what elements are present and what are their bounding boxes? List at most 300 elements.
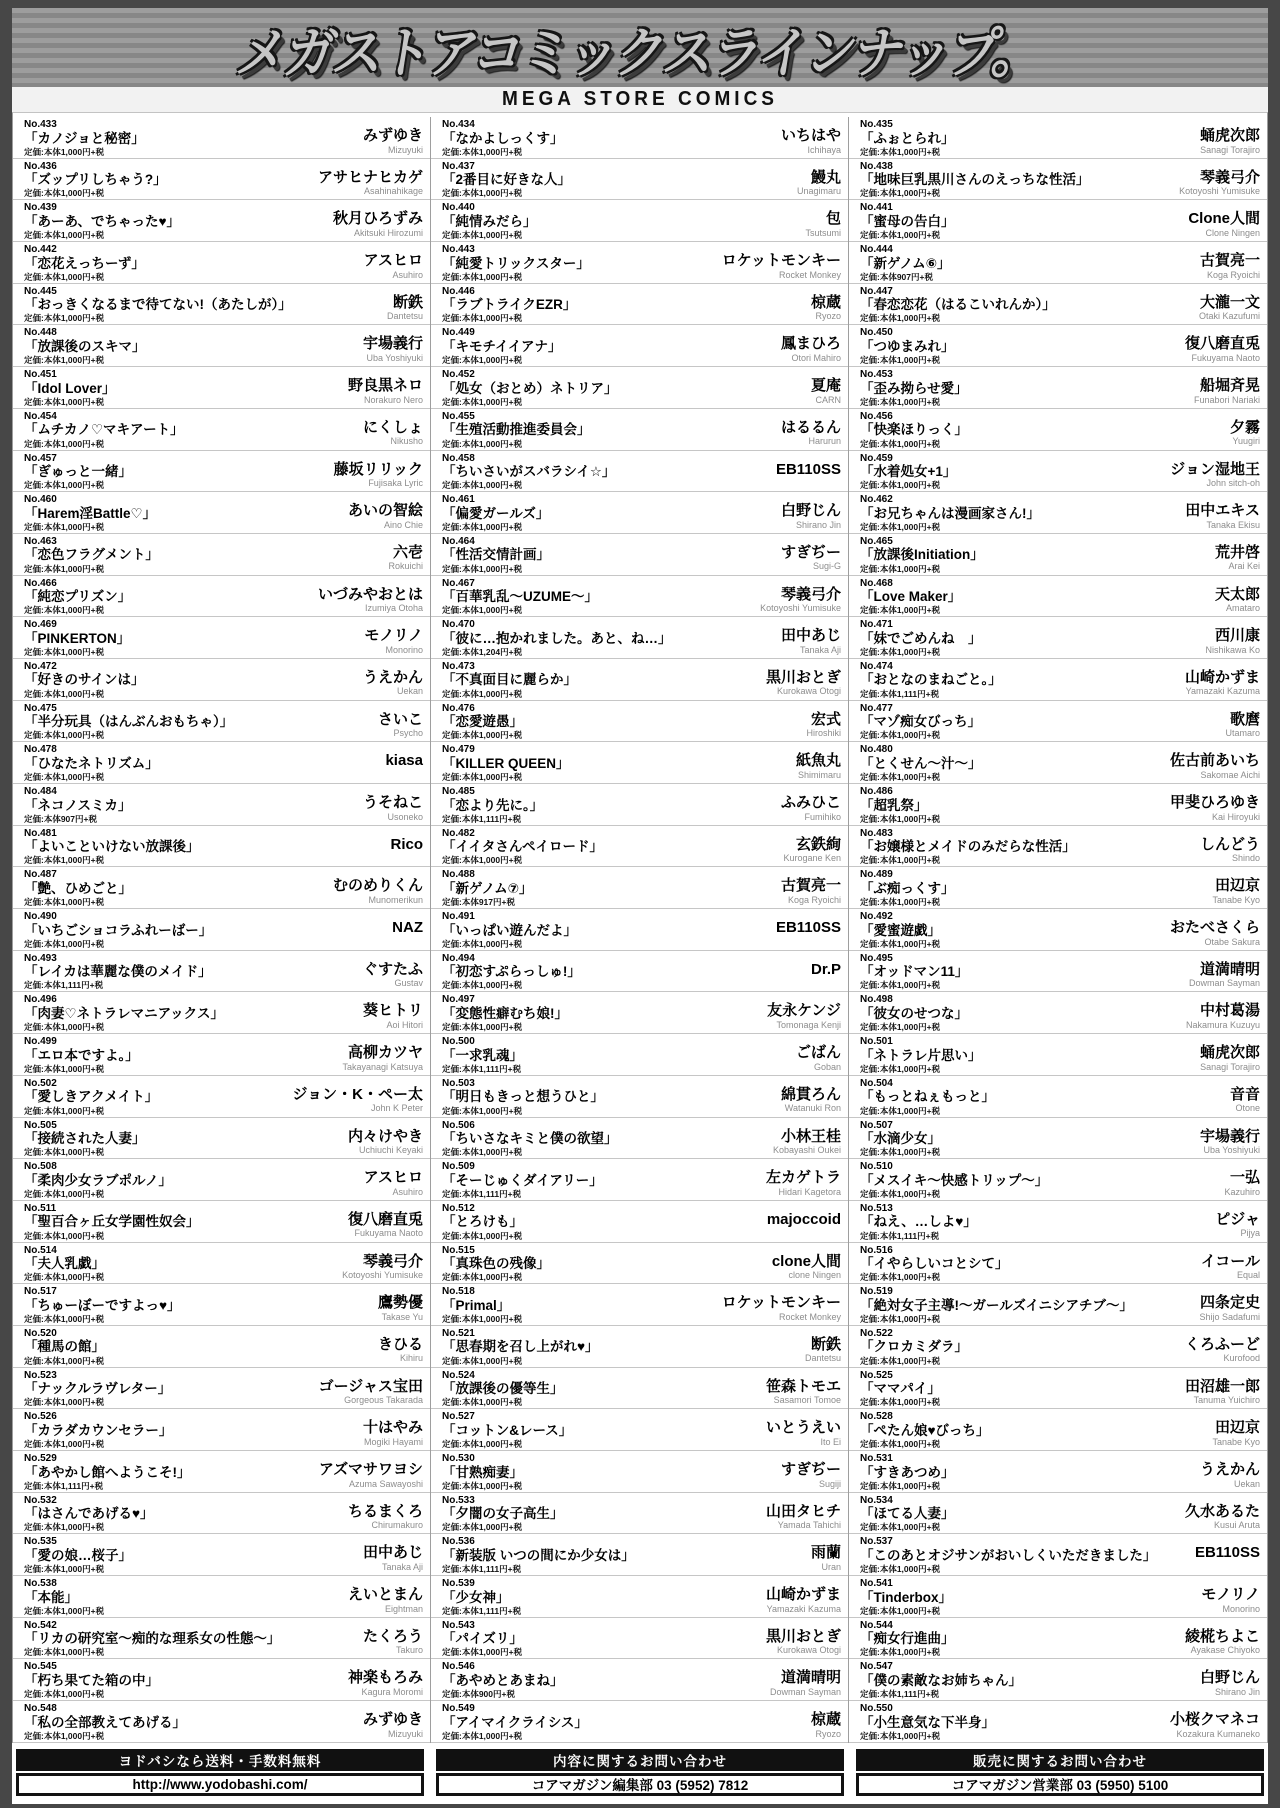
entry-author-romaji: Ayakase Chiyoko [1190, 1645, 1260, 1656]
entry-author [318, 170, 423, 197]
entry-author-name: 綾椛ちよこ [1184, 1627, 1260, 1645]
catalog-entry [849, 284, 1267, 326]
catalog-entry [849, 1284, 1267, 1326]
entry-author-name: 船堀斉晃 [1199, 377, 1260, 395]
catalog-entry [849, 1701, 1267, 1743]
entry-title: 「少女神」 [442, 1589, 510, 1605]
entry-author [1185, 1379, 1260, 1406]
catalog-entry [431, 659, 848, 701]
entry-author-name: 田辺京 [1214, 1419, 1260, 1437]
catalog-entry [431, 1368, 848, 1410]
catalog-entry [849, 867, 1267, 909]
catalog-entry [849, 1451, 1267, 1493]
entry-author [773, 1129, 841, 1156]
entry-author [811, 378, 841, 405]
entry-author-romaji: Yamazaki Kazuma [766, 1603, 841, 1614]
entry-author-romaji: Goban [813, 1061, 841, 1072]
catalog-entry [13, 200, 430, 242]
entry-number: No.451 [24, 369, 57, 381]
catalog-entry [431, 1701, 848, 1743]
entry-price: 定価:本体1,000円+税 [442, 1522, 523, 1533]
catalog-entry [13, 1576, 430, 1618]
entry-author-romaji: Dantetsu [804, 1353, 841, 1364]
entry-price: 定価:本体1,000円+税 [24, 355, 105, 366]
entry-author-name: 中村葛湯 [1199, 1002, 1260, 1020]
entry-title: 「つゆまみれ」 [860, 338, 955, 354]
entry-title: 「オッドマン11」 [860, 964, 969, 980]
entry-author-romaji: Takayanagi Katsuya [342, 1061, 423, 1072]
entry-number: No.461 [442, 494, 475, 506]
entry-number: No.544 [860, 1619, 893, 1631]
entry-author [348, 503, 423, 530]
catalog-entry [431, 1409, 848, 1451]
entry-author-name: いづみやおとは [317, 585, 423, 603]
catalog-entry [849, 1576, 1267, 1618]
entry-author-romaji: Yuugiri [1232, 436, 1260, 447]
catalog-column-2 [431, 117, 849, 1743]
entry-number: No.436 [24, 160, 57, 172]
entry-price: 定価:本体1,000円+税 [442, 146, 523, 157]
entry-author-romaji: Monorino [385, 644, 423, 655]
entry-number: No.468 [860, 577, 893, 589]
catalog-entry [431, 1034, 848, 1076]
catalog-entry [849, 659, 1267, 701]
entry-author [1215, 545, 1260, 572]
catalog-entry [13, 325, 430, 367]
entry-price: 定価:本体1,000円+税 [442, 1272, 523, 1283]
catalog-entry [13, 1243, 430, 1285]
entry-author-romaji: Kai Hiroyuki [1211, 811, 1260, 822]
entry-author-romaji: Watanuki Ron [784, 1103, 841, 1114]
entry-author-romaji: Asuhiro [392, 269, 423, 280]
entry-price: 定価:本体1,000円+税 [860, 1355, 941, 1366]
entry-author-romaji: Nakamura Kuzuyu [1185, 1019, 1260, 1030]
entry-title: 「艶、ひめごと」 [24, 880, 132, 896]
entry-author-romaji: Otabe Sakura [1204, 936, 1260, 947]
entry-author-name: 道満晴明 [780, 1669, 841, 1687]
entry-author-name: EB110SS [775, 919, 841, 937]
entry-title: 「KILLER QUEEN」 [442, 755, 570, 771]
entry-price: 定価:本体1,000円+税 [24, 1522, 105, 1533]
entry-author-romaji: Tsutsumi [805, 227, 841, 238]
entry-author-name: 佐古前あいち [1169, 752, 1260, 770]
entry-author-romaji: Sanagi Torajiro [1200, 1061, 1260, 1072]
entry-author [1170, 795, 1260, 822]
entry-title: 「ほてる人妻」 [860, 1506, 955, 1522]
comics-catalog [12, 112, 1268, 1743]
footer-yodobashi-label: ヨドバシなら送料・手数料無料 [16, 1749, 424, 1771]
entry-author-name: 宏式 [810, 710, 841, 728]
entry-title: 「肉妻♡ネトラレマニアックス」 [24, 1005, 225, 1021]
entry-title: 「とろけも」 [442, 1214, 523, 1230]
entry-title: 「一求乳魂」 [442, 1047, 523, 1063]
entry-number: No.523 [24, 1369, 57, 1381]
entry-author-romaji: Ichihaya [807, 144, 841, 155]
entry-author-name: 紙魚丸 [795, 752, 841, 770]
entry-author [363, 962, 423, 989]
entry-author-romaji: Norakuro Nero [363, 394, 423, 405]
entry-author [1215, 587, 1260, 614]
catalog-entry [13, 992, 430, 1034]
entry-author-name: 内々けやき [347, 1127, 423, 1145]
entry-title: 「超乳祭」 [860, 797, 928, 813]
entry-author-romaji: Uran [821, 1561, 841, 1572]
entry-number: No.441 [860, 202, 893, 214]
catalog-entry [13, 1326, 430, 1368]
entry-author [1200, 253, 1260, 280]
entry-author-romaji: Mizuyuki [387, 144, 423, 155]
entry-title: 「はさんであげる♥」 [24, 1506, 154, 1522]
catalog-entry [849, 1243, 1267, 1285]
entry-author-romaji: Koga Ryoichi [1206, 269, 1260, 280]
entry-author-name: 田沼雄一郎 [1184, 1377, 1260, 1395]
entry-author-romaji: Tanabe Kyo [1212, 1436, 1260, 1447]
entry-title: 「新装版 いつの間にか少女は」 [442, 1547, 635, 1563]
entry-number: No.447 [860, 285, 893, 297]
entry-number: No.545 [24, 1661, 57, 1673]
catalog-entry [849, 242, 1267, 284]
entry-title: 「コットン&レース」 [442, 1422, 573, 1438]
entry-author-name: 復八磨直兎 [347, 1210, 423, 1228]
entry-author-name: 蛹虎次郎 [1199, 127, 1260, 144]
catalog-entry [431, 909, 848, 951]
entry-author-romaji: Dowman Sayman [1188, 978, 1260, 989]
catalog-entry [13, 1534, 430, 1576]
entry-title: 「偏愛ガールズ」 [442, 505, 550, 521]
entry-author-name: clone人間 [771, 1252, 841, 1270]
entry-number: No.469 [24, 619, 57, 631]
catalog-entry [431, 826, 848, 868]
entry-author-name: 野良黒ネロ [347, 377, 423, 395]
entry-price: 定価:本体1,000円+税 [442, 313, 523, 324]
entry-number: No.543 [442, 1619, 475, 1631]
entry-number: No.529 [24, 1453, 57, 1464]
entry-price: 定価:本体1,000円+税 [442, 480, 523, 491]
entry-title: 「Harem淫Battle♡」 [24, 505, 157, 521]
entry-price: 定価:本体1,000円+税 [442, 772, 523, 782]
entry-price: 定価:本体1,000円+税 [442, 563, 523, 574]
entry-author-romaji: Gorgeous Takarada [344, 1395, 423, 1406]
catalog-entry [13, 367, 430, 409]
entry-price: 定価:本体1,000円+税 [860, 1105, 941, 1116]
entry-title: 「クロカミダラ」 [860, 1339, 968, 1355]
entry-number: No.463 [24, 535, 57, 547]
entry-title: 「妹でごめんね 」 [860, 630, 982, 646]
entry-title: 「ぶ痴っくす」 [860, 880, 955, 896]
entry-author [363, 1003, 423, 1030]
entry-author-romaji: Kozakura Kumaneko [1176, 1728, 1260, 1739]
entry-author-name: 歌麿 [1229, 710, 1260, 728]
entry-author-name: ちるまくろ [347, 1502, 423, 1520]
entry-author [363, 795, 423, 822]
entry-author-romaji: Uekan [396, 686, 423, 697]
entry-price: 定価:本体1,111円+税 [860, 1689, 940, 1700]
entry-author-romaji: Mogiki Hayami [363, 1436, 423, 1447]
entry-price: 定価:本体1,000円+税 [24, 1355, 105, 1366]
entry-author-name: 神楽もろみ [347, 1669, 423, 1687]
entry-author-name: Rico [390, 835, 423, 853]
entry-title: 「アイマイクライシス」 [442, 1714, 588, 1730]
entry-author-name: ロケットモンキー [721, 252, 841, 270]
entry-author-name: 黒川おとぎ [765, 668, 841, 686]
entry-number: No.538 [24, 1578, 57, 1590]
entry-author-name: EB110SS [775, 460, 841, 478]
entry-title: 「ぺたん娘♥びっち」 [860, 1422, 990, 1438]
entry-number: No.493 [24, 952, 57, 964]
entry-price: 定価:本体1,111円+税 [860, 1230, 940, 1241]
entry-title: 「2番目に好きな人」 [442, 172, 572, 188]
entry-author-name: しんどう [1199, 835, 1260, 853]
entry-number: No.486 [860, 786, 893, 797]
entry-author-romaji: Dowman Sayman [769, 1686, 841, 1697]
entry-author-romaji: Munomerikun [368, 894, 423, 905]
entry-author-romaji: Takuro [395, 1645, 423, 1656]
entry-number: No.484 [24, 786, 57, 797]
entry-title: 「ラブトライクEZR」 [442, 297, 577, 313]
entry-author [1200, 128, 1260, 155]
entry-author [805, 211, 841, 238]
entry-title: 「いっぱい遊んだよ」 [442, 922, 577, 938]
entry-author [1200, 1462, 1260, 1489]
entry-title: 「ちいさなキミと僕の欲望」 [442, 1131, 618, 1146]
entry-author [1212, 1420, 1260, 1447]
catalog-entry [431, 451, 848, 493]
catalog-entry [431, 492, 848, 534]
entry-title: 「ママパイ」 [860, 1381, 941, 1397]
entry-author-name: ロケットモンキー [721, 1294, 841, 1312]
entry-author-name: 山崎かずま [765, 1586, 841, 1604]
entry-price: 定価:本体1,000円+税 [860, 1522, 941, 1533]
entry-title: 「お兄ちゃんは漫画家さん!」 [860, 505, 1040, 521]
entry-title: 「Tinderbox」 [860, 1589, 953, 1605]
entry-title: 「もっとねぇもっと」 [860, 1089, 995, 1105]
entry-author-name: NAZ [392, 919, 423, 937]
entry-price: 定価:本体917円+税 [442, 897, 515, 908]
entry-author-romaji: Takase Yu [381, 1311, 423, 1322]
entry-author [363, 1712, 423, 1739]
footer-editorial-phone: コアマガジン編集部 03 (5952) 7812 [436, 1773, 844, 1796]
entry-author [392, 920, 423, 937]
entry-author-name: 鷹勢優 [377, 1294, 423, 1312]
entry-price: 定価:本体1,000円+税 [442, 1480, 523, 1491]
entry-number: No.459 [860, 452, 893, 464]
entry-title: 「恋色フラグメント」 [24, 547, 159, 563]
entry-author [1170, 920, 1260, 947]
catalog-entry [431, 1201, 848, 1243]
footer-sales-contact [856, 1749, 1264, 1796]
entry-author-name: えいとまん [347, 1586, 423, 1604]
catalog-entry [13, 617, 430, 659]
entry-number: No.510 [860, 1161, 893, 1173]
catalog-entry [13, 284, 430, 326]
entry-price: 定価:本体1,000円+税 [860, 1188, 941, 1199]
entry-author [1230, 1087, 1260, 1114]
entry-number: No.535 [24, 1536, 57, 1548]
entry-author-romaji: Shindo [1231, 853, 1260, 864]
catalog-entry [849, 784, 1267, 826]
entry-price: 定価:本体907円+税 [860, 271, 933, 282]
entry-author [781, 545, 841, 572]
catalog-entry [13, 1409, 430, 1451]
catalog-entry [13, 1118, 430, 1160]
entry-author [1170, 462, 1260, 489]
entry-author-name: 藤坂リリック [333, 460, 423, 478]
entry-author-name: アスヒロ [363, 1169, 423, 1187]
entry-author-romaji: Kurofood [1223, 1353, 1260, 1364]
entry-author [766, 670, 841, 697]
entry-number: No.519 [860, 1286, 893, 1298]
entry-number: No.515 [442, 1244, 475, 1256]
entry-author-name: 山田タヒチ [765, 1502, 841, 1520]
entry-price: 定価:本体1,000円+税 [24, 897, 105, 908]
entry-author [364, 628, 423, 655]
entry-title: 「明日もきっと想うひと」 [442, 1089, 604, 1105]
entry-author-name: ふみひこ [780, 794, 841, 811]
entry-author [796, 753, 841, 780]
entry-number: No.504 [860, 1077, 893, 1089]
entry-number: No.513 [860, 1202, 893, 1214]
catalog-entry [431, 1076, 848, 1118]
entry-author-name: 小桜クマネコ [1169, 1711, 1260, 1729]
entry-author [390, 837, 423, 854]
entry-price: 定価:本体1,000円+税 [24, 438, 105, 449]
entry-author-name: ジョン・K・ペー太 [292, 1085, 423, 1103]
catalog-entry [431, 992, 848, 1034]
entry-price: 定価:本体1,000円+税 [442, 605, 523, 616]
entry-title: 「リカの研究室～痴的な理系女の性態～」 [24, 1631, 281, 1647]
entry-author-romaji: Arai Kei [1228, 561, 1260, 572]
entry-title: 「柔肉少女ラブポルノ」 [24, 1172, 172, 1188]
entry-author-name: 荒井啓 [1214, 543, 1260, 561]
entry-title: 「お嬢様とメイドのみだらな性活」 [860, 839, 1076, 855]
entry-number: No.532 [24, 1494, 57, 1506]
entry-author-romaji: Sugi-G [812, 561, 841, 572]
entry-number: No.502 [24, 1077, 57, 1089]
entry-number: No.490 [24, 911, 57, 923]
entry-price: 定価:本体1,000円+税 [442, 355, 523, 366]
catalog-entry [13, 742, 430, 784]
entry-author-name: 黒川おとぎ [765, 1627, 841, 1645]
entry-number: No.473 [442, 660, 475, 672]
entry-author [363, 1420, 423, 1447]
entry-title: 「純恋プリズン」 [24, 589, 132, 605]
entry-author-name: アズマサワヨシ [318, 1461, 423, 1478]
entry-title: 「快楽ほりっく」 [860, 422, 968, 438]
entry-number: No.465 [860, 535, 893, 547]
entry-author [766, 1504, 841, 1531]
entry-author-romaji: Gustav [394, 978, 423, 989]
catalog-entry [431, 117, 848, 159]
entry-author-name: 宇場義行 [1199, 1127, 1260, 1145]
entry-number: No.492 [860, 911, 893, 923]
entry-price: 定価:本体1,000円+税 [24, 1022, 105, 1033]
entry-title: 「新ゲノム⑥」 [860, 255, 951, 271]
entry-price: 定価:本体1,000円+税 [442, 1397, 523, 1408]
entry-price: 定価:本体1,000円+税 [442, 1230, 523, 1241]
entry-number: No.462 [860, 494, 893, 506]
entry-price: 定価:本体1,000円+税 [24, 188, 105, 199]
entry-author [767, 1003, 841, 1030]
entry-author [1195, 1545, 1260, 1562]
entry-author [766, 1629, 841, 1656]
entry-title: 「ひなたネトリズム」 [24, 755, 159, 771]
entry-number: No.437 [442, 160, 475, 172]
entry-author [776, 920, 841, 937]
entry-author-romaji: Izumiya Otoha [364, 603, 423, 614]
entry-author [1186, 1003, 1260, 1030]
entry-author [781, 1462, 841, 1489]
entry-title: 「とくせん～汁～」 [860, 755, 982, 771]
entry-title: 「PINKERTON」 [24, 630, 131, 646]
entry-number: No.458 [442, 452, 475, 464]
entry-price: 定価:本体1,000円+税 [24, 521, 105, 532]
entry-author [1200, 837, 1260, 864]
entry-author [1201, 1254, 1260, 1281]
entry-author-romaji: Amataro [1225, 603, 1260, 614]
entry-title: 「ネコノスミカ」 [24, 797, 132, 813]
entry-price: 定価:本体1,000円+税 [860, 480, 941, 491]
catalog-entry [431, 200, 848, 242]
entry-number: No.466 [24, 577, 57, 589]
catalog-entry [431, 1326, 848, 1368]
entry-author-name: おたべさくら [1169, 919, 1260, 937]
entry-price: 定価:本体1,000円+税 [24, 1439, 105, 1449]
entry-author [378, 1337, 423, 1364]
entry-number: No.539 [442, 1578, 475, 1590]
entry-author [1185, 1629, 1260, 1656]
entry-author-name: 蛹虎次郎 [1199, 1044, 1260, 1062]
entry-author-romaji: Akitsuki Hirozumi [353, 227, 423, 238]
entry-price: 定価:本体1,000円+税 [442, 1355, 523, 1366]
catalog-entry [13, 117, 430, 159]
catalog-entry [849, 1534, 1267, 1576]
entry-author-romaji: John sitch-oh [1206, 478, 1260, 488]
entry-price: 定価:本体1,000円+税 [24, 1230, 105, 1241]
catalog-entry [849, 1159, 1267, 1201]
entry-price: 定価:本体1,000円+税 [24, 1063, 105, 1074]
entry-price: 定価:本体1,000円+税 [860, 605, 941, 616]
entry-number: No.474 [860, 660, 893, 672]
entry-title: 「ねえ、…しよ♥」 [860, 1214, 977, 1230]
entry-number: No.471 [860, 619, 893, 631]
entry-author [776, 462, 841, 479]
entry-author-name: kiasa [385, 752, 423, 770]
entry-number: No.457 [24, 452, 57, 464]
entry-title: 「メスイキ～快感トリップ～」 [860, 1172, 1049, 1188]
entry-author [378, 1295, 423, 1322]
entry-author-name: majoccoid [766, 1210, 841, 1228]
entry-price: 定価:本体1,000円+税 [24, 1564, 105, 1575]
entry-price: 定価:本体1,000円+税 [24, 1272, 105, 1283]
entry-title: 「水着処女+1」 [860, 464, 957, 479]
entry-title: 「マゾ痴女びっち」 [860, 714, 982, 730]
entry-author-romaji: Kotoyoshi Yumisuke [342, 1270, 423, 1281]
catalog-entry [431, 367, 848, 409]
catalog-entry [849, 1118, 1267, 1160]
entry-price: 定価:本体1,000円+税 [442, 688, 523, 699]
entry-price: 定価:本体1,111円+税 [860, 688, 940, 699]
entry-author [319, 1462, 423, 1489]
entry-number: No.527 [442, 1411, 475, 1423]
entry-title: 「彼女のせつな」 [860, 1005, 968, 1021]
entry-author [781, 1087, 841, 1114]
entry-title: 「痴女行進曲」 [860, 1631, 955, 1647]
entry-title: 「ムチカノ♡マキアート」 [24, 422, 184, 438]
entry-author-name: 田辺京 [1214, 877, 1260, 895]
entry-price: 定価:本体1,000円+税 [442, 855, 523, 866]
entry-author [1230, 420, 1260, 447]
entry-author-romaji: Chirumakuro [371, 1520, 423, 1531]
